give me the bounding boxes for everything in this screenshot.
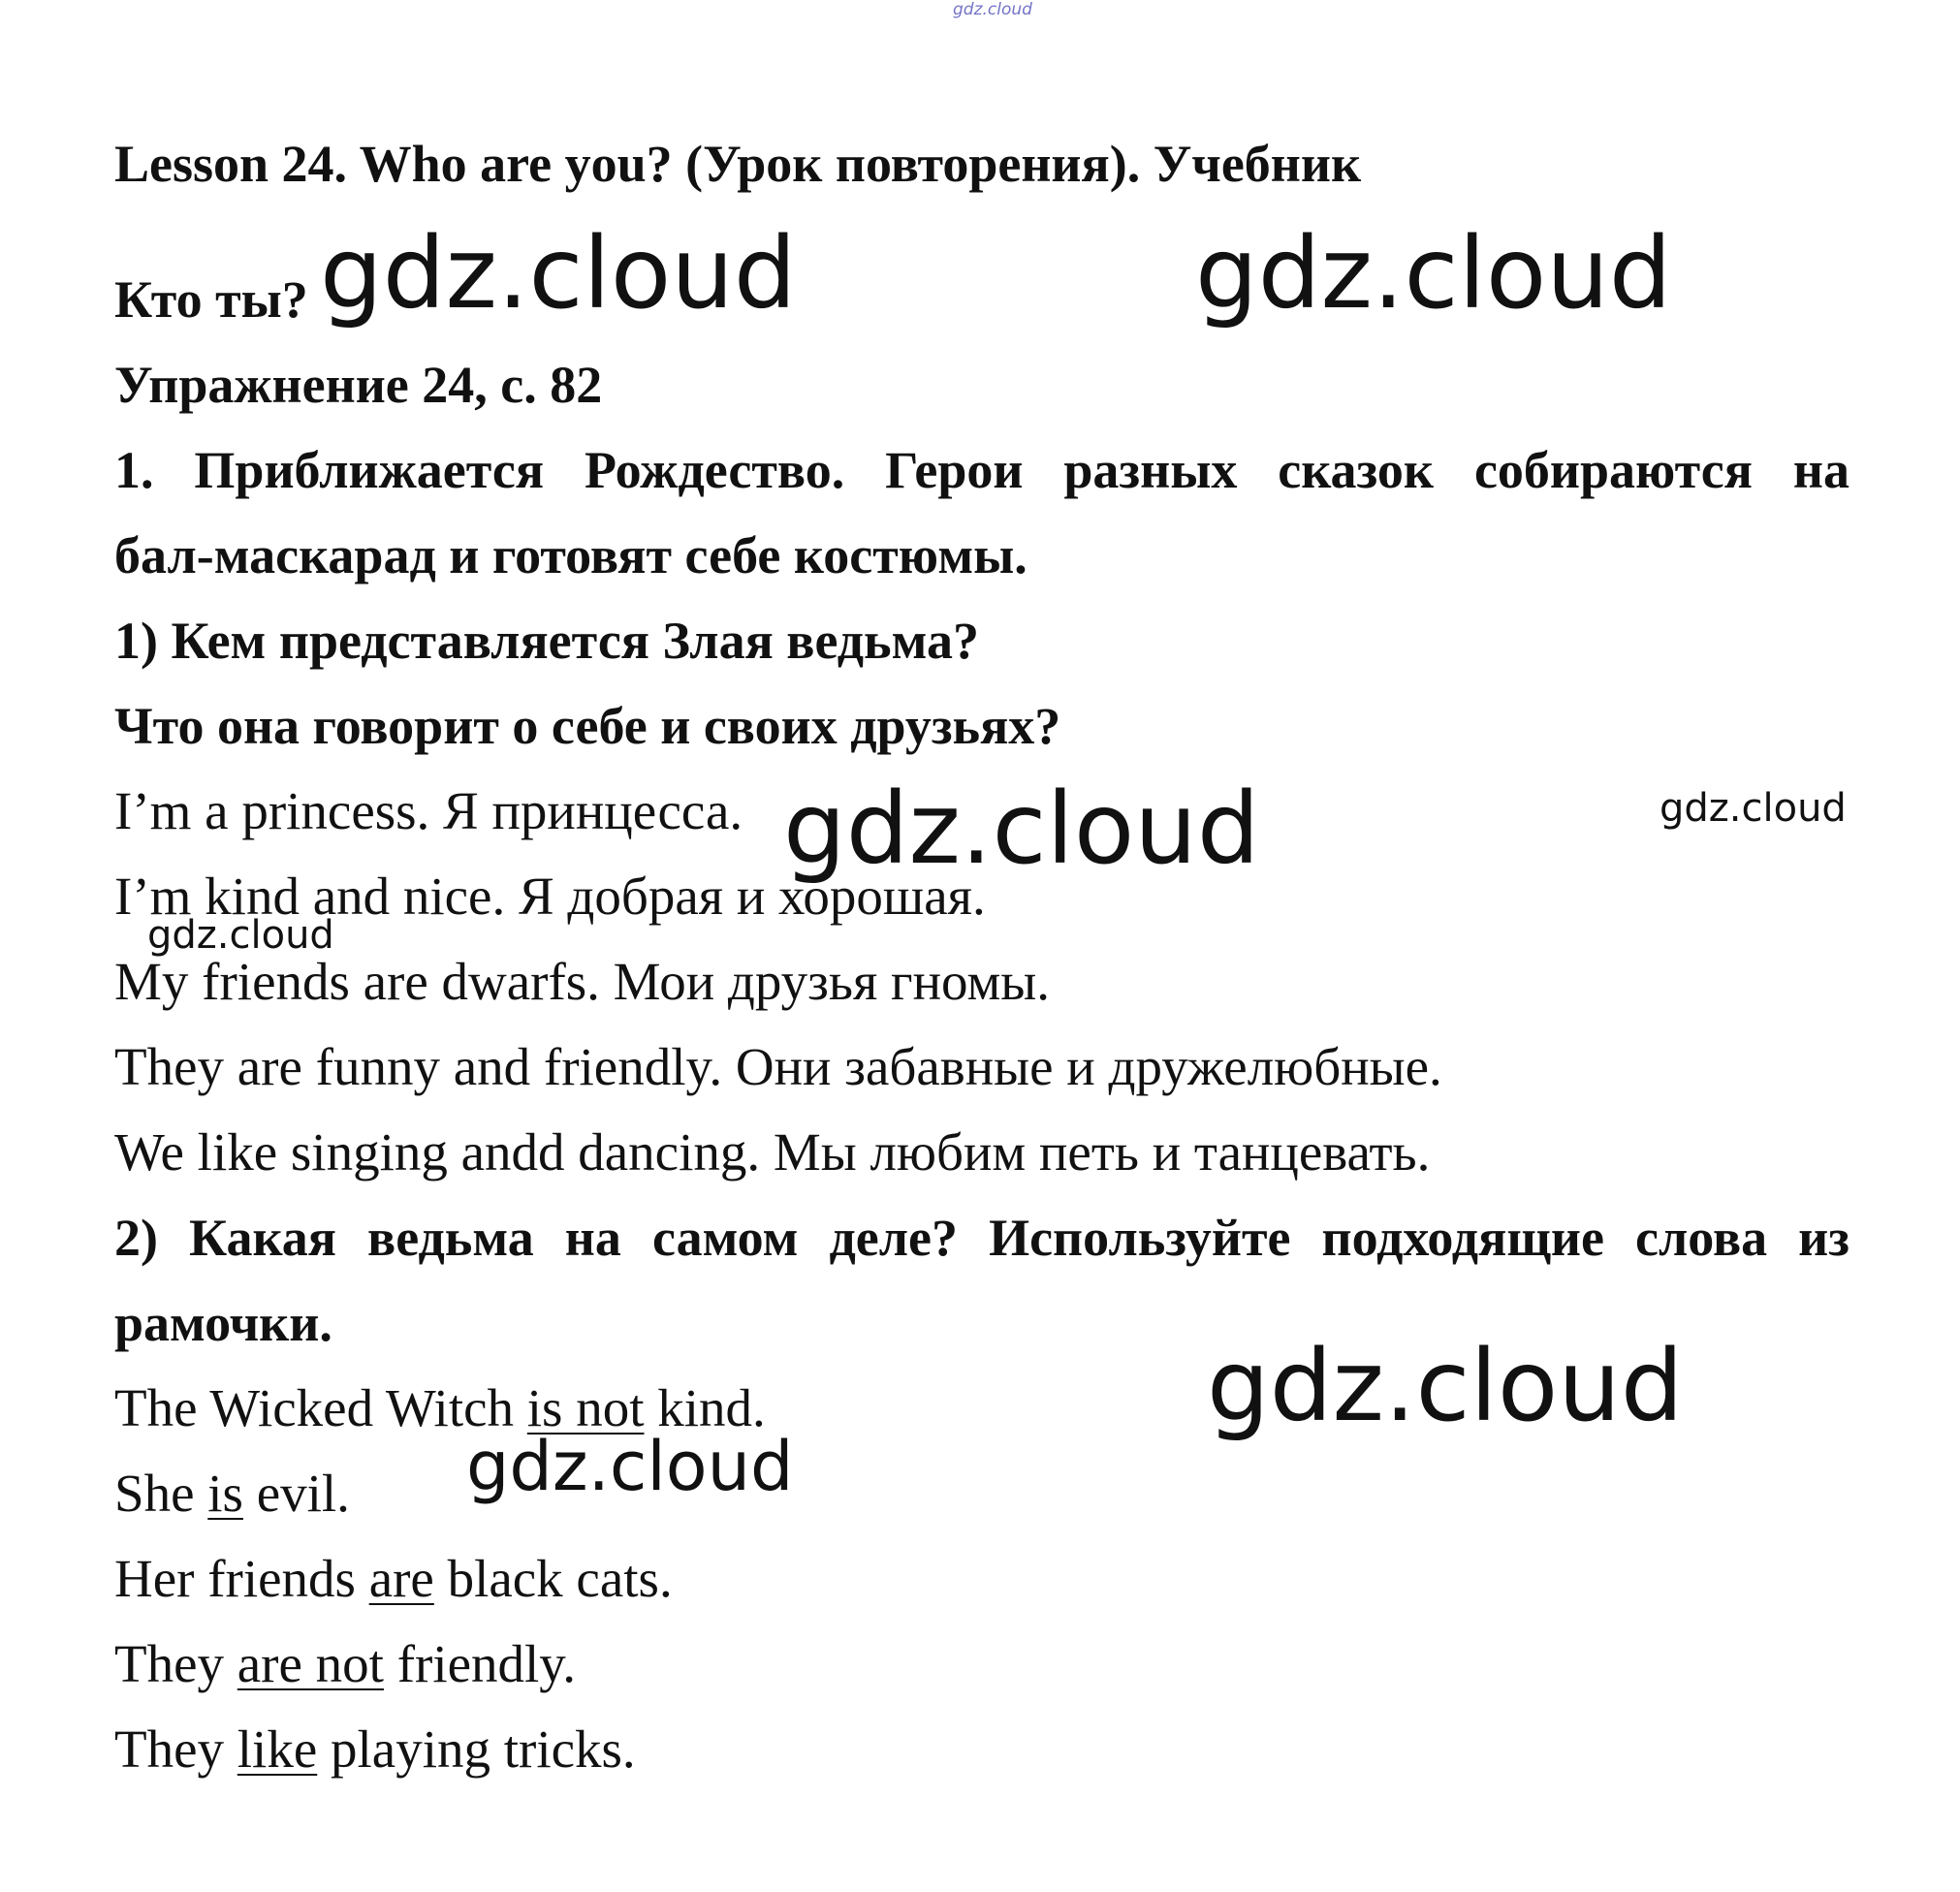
watermark-lower-right: gdz.cloud (1207, 1329, 1684, 1444)
answer-line: They are funny and friendly. Они забавные и дружелюбные. (114, 1037, 1442, 1096)
sentence-text: kind. (644, 1378, 766, 1437)
watermark-middle: gdz.cloud (783, 772, 1260, 887)
sentence-line (114, 1549, 673, 1608)
sentence-line (114, 1719, 636, 1779)
answer-line: I’m a princess. Я принцесса. (114, 781, 743, 840)
sentence-line (114, 1464, 350, 1523)
sentence-text: She (114, 1464, 208, 1523)
watermark-middle-left: gdz.cloud (147, 913, 334, 958)
sentence-text: evil. (242, 1464, 350, 1523)
question-1-line-2: Что она говорит о себе и своих друзьях? (114, 697, 1061, 755)
watermark-title-left: gdz.cloud (320, 216, 797, 331)
answer-line: I’m kind and nice. Я добрая и хорошая. (114, 867, 986, 926)
question-1-line-1: 1) Кем представляется Злая ведьма? (114, 612, 980, 670)
watermark-lower-middle: gdz.cloud (466, 1427, 794, 1506)
filled-word: is not (526, 1378, 645, 1437)
watermark-title-right: gdz.cloud (1195, 216, 1672, 331)
watermark-top: gdz.cloud (953, 0, 1032, 19)
task-intro-line-1: 1. Приближается Рождество. Герои разных сказок собираются на (114, 441, 1849, 499)
sentence-text: They (114, 1634, 237, 1693)
exercise-reference: Упражнение 24, с. 82 (114, 356, 603, 414)
answer-line: My friends are dwarfs. Мои друзья гномы. (114, 952, 1050, 1011)
sentence-text: friendly. (383, 1634, 576, 1693)
sentence-line (114, 1378, 766, 1437)
task-intro-line-2: бал-маскарад и готовят себе костюмы. (114, 526, 1027, 584)
question-2-line-1: 2) Какая ведьма на самом деле? Используйте подходящие слова из (114, 1209, 1849, 1267)
sentence-text: Her friends (114, 1549, 369, 1608)
filled-word: are (368, 1549, 434, 1608)
lesson-title: Lesson 24. Who are you? (Урок повторения). Учебник (114, 135, 1362, 193)
sentence-text: black cats. (433, 1549, 673, 1608)
watermark-middle-right: gdz.cloud (1660, 786, 1847, 831)
sentence-text: They (114, 1719, 237, 1779)
answer-line: We like singing andd dancing. Мы любим петь и танцевать. (114, 1122, 1431, 1182)
sentence-text: playing tricks. (317, 1719, 636, 1779)
question-2-line-2: рамочки. (114, 1294, 332, 1352)
sentence-text: The Wicked Witch (114, 1378, 527, 1437)
lesson-subtitle: Кто ты? (114, 270, 308, 329)
filled-word: are not (237, 1634, 384, 1693)
sentence-line (114, 1634, 576, 1693)
filled-word: is (207, 1464, 243, 1523)
filled-word: like (237, 1719, 318, 1779)
